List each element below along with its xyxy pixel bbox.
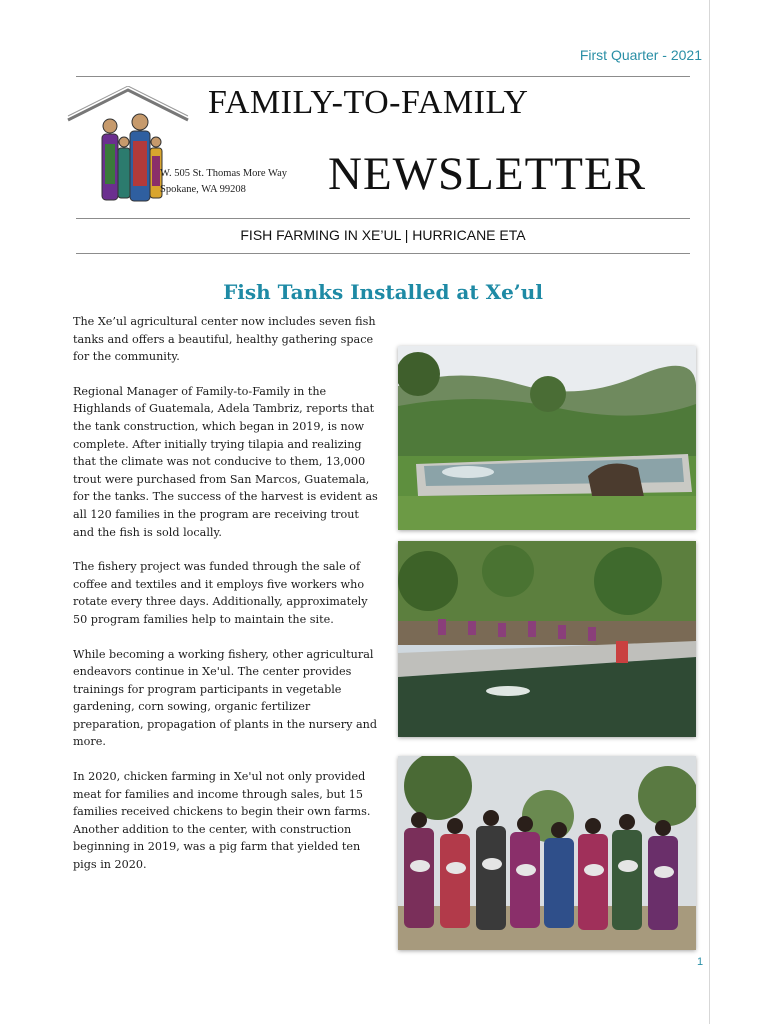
issue-quarter: First Quarter - 2021 [579,47,702,63]
masthead-bottom-rule [76,218,690,219]
paragraph-1: The Xe’ul agricultural center now includes seven fish tanks and offers a beautiful, healthy gathering space for the community. [73,315,376,364]
address-line-2: Spokane, WA 99208 [160,184,246,195]
photo-women-with-trout [398,756,696,950]
paragraph-4: While becoming a working fishery, other agricultural endeavors continue in Xe'ul. The center provides trainings for program participants in vegetable gardening, corn sowing, organic fertilizer preparation, propagation of plants in the nursery and more. [73,647,378,749]
mailing-address [160,166,287,198]
paragraph-3: The fishery project was funded through the sale of coffee and textiles and it employs five workers who rotate every three days. Additionally, approximately 50 program families help to maintain the site. [73,560,368,626]
masthead-title-top: FAMILY-TO-FAMILY [208,84,529,121]
article-body [73,313,381,891]
headlines-bottom-rule [76,253,690,254]
page-number: 1 [697,956,704,968]
photo-fish-tank [398,346,696,530]
masthead-title-main: NEWSLETTER [328,148,647,200]
top-rule [76,76,690,77]
page-edge [709,0,710,1024]
paragraph-5: In 2020, chicken farming in Xe'ul not only provided meat for families and income through sales, but 15 families received chickens to begin their own farms. Another addition to the center, with construction beginning in 2019, was a pig farm that yielded ten pigs in 2020. [73,770,371,872]
address-line-1: W. 505 St. Thomas More Way [160,168,287,179]
article-title: Fish Tanks Installed at Xe’ul [223,280,543,304]
photo-community-at-tank [398,541,696,737]
paragraph-2: Regional Manager of Family-to-Family in the Highlands of Guatemala, Adela Tambriz, reports that the tank construction, which began in 2019, is now complete. After initially trying tilapia and realizing that the climate was not conducive to them, 13,000 trout were purchased from San Marcos, Guatemala, for the tanks. The success of the harvest is evident as all 120 families in the program are receiving trout and the fish is sold locally. [73,384,378,539]
issue-headlines: FISH FARMING IN XE’UL | HURRICANE ETA [240,227,526,243]
